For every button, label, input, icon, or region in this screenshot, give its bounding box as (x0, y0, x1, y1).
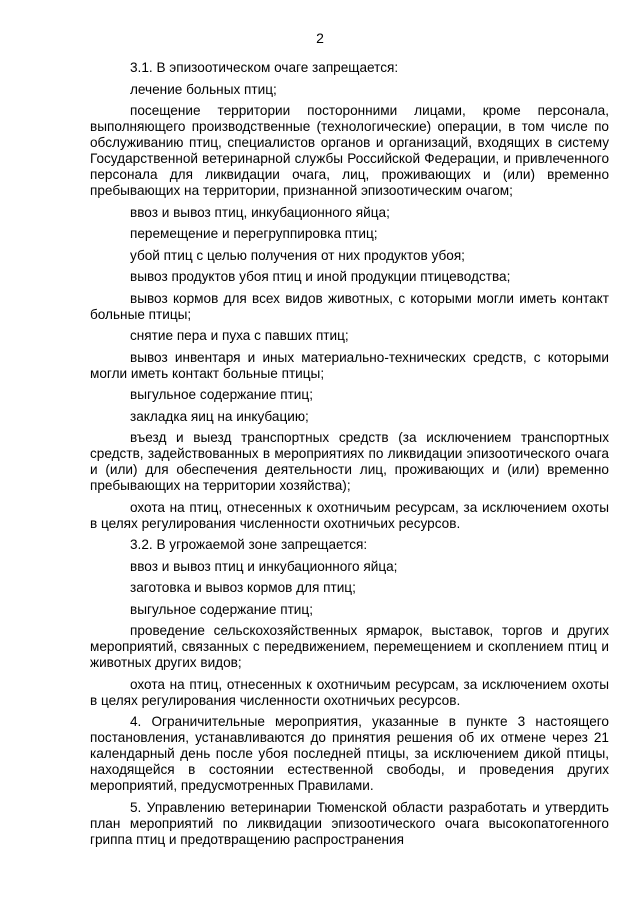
list-item: вывоз кормов для всех видов животных, с которыми могли иметь контакт больные птицы; (90, 290, 609, 322)
list-item: убой птиц с целью получения от них продуктов убоя; (130, 247, 465, 263)
paragraph-3-1-heading: 3.1. В эпизоотическом очаге запрещается: (130, 60, 399, 75)
list-item: охота на птиц, отнесенных к охотничьим ресурсам, за исключением охоты в целях регулирования численности охотничьих ресурсов. (90, 499, 609, 531)
list-item: выгульное содержание птиц; (130, 601, 313, 617)
list-item: проведение сельскохозяйственных ярмарок, выставок, торгов и других мероприятий, связанных с передвижением, перемещением и скоплением птиц и животных других видов; (90, 623, 609, 670)
paragraph-4: 4. Ограничительные мероприятия, указанные в пункте 3 настоящего постановления, устанавливаются до принятия решения об их отмене через 21 календарный день после убоя последней птицы, за исключением дикой птицы, находящейся в состоянии естественной свободы, и проведения других мероприятий, предусмотренных Правилами. (90, 714, 609, 793)
list-item: заготовка и вывоз кормов для птиц; (130, 580, 356, 595)
list-item: ввоз и вывоз птиц и инкубационного яйца; (130, 558, 398, 574)
list-item: перемещение и перегруппировка птиц; (130, 226, 378, 241)
list-item: закладка яиц на инкубацию; (130, 408, 309, 424)
page-number: 2 (316, 30, 324, 46)
list-item: охота на птиц, отнесенных к охотничьим ресурсам, за исключением охоты в целях регулирования численности охотничьих ресурсов. (90, 676, 609, 708)
list-item: лечение больных птиц; (130, 81, 277, 97)
paragraph-3-2-heading: 3.2. В угрожаемой зоне запрещается: (130, 537, 368, 552)
list-item: въезд и выезд транспортных средств (за исключением транспортных средств, задействованных в мероприятиях по ликвидации эпизоотического очага и (или) для обеспечения деятельности лиц, проживающих и (или) временно пребывающих на территории хозяйства); (90, 430, 609, 493)
document-body (90, 60, 609, 853)
list-item: вывоз инвентаря и иных материально-технических средств, с которыми могли иметь контакт больные птицы; (90, 349, 609, 381)
list-item: снятие пера и пуха с павших птиц; (130, 328, 349, 343)
list-item: вывоз продуктов убоя птиц и иной продукции птицеводства; (130, 269, 511, 284)
list-item: посещение территории посторонними лицами, кроме персонала, выполняющего производственные (технологические) операции, в том числе по обслуживанию птиц, специалистов органов и организаций, входящих в систему Государственной ветеринарной службы Российской Федерации, и привлеченного персонала для ликвидации очага, лиц, проживающих и (или) временно пребывающих на территории, признанной эпизоотическим очагом; (90, 103, 609, 198)
list-item: ввоз и вывоз птиц, инкубационного яйца; (130, 204, 390, 220)
list-item: выгульное содержание птиц; (130, 387, 313, 402)
paragraph-5: 5. Управлению ветеринарии Тюменской области разработать и утвердить план мероприятий по ликвидации эпизоотического очага высокопатогенного гриппа птиц и предотвращению распространения (90, 799, 609, 847)
